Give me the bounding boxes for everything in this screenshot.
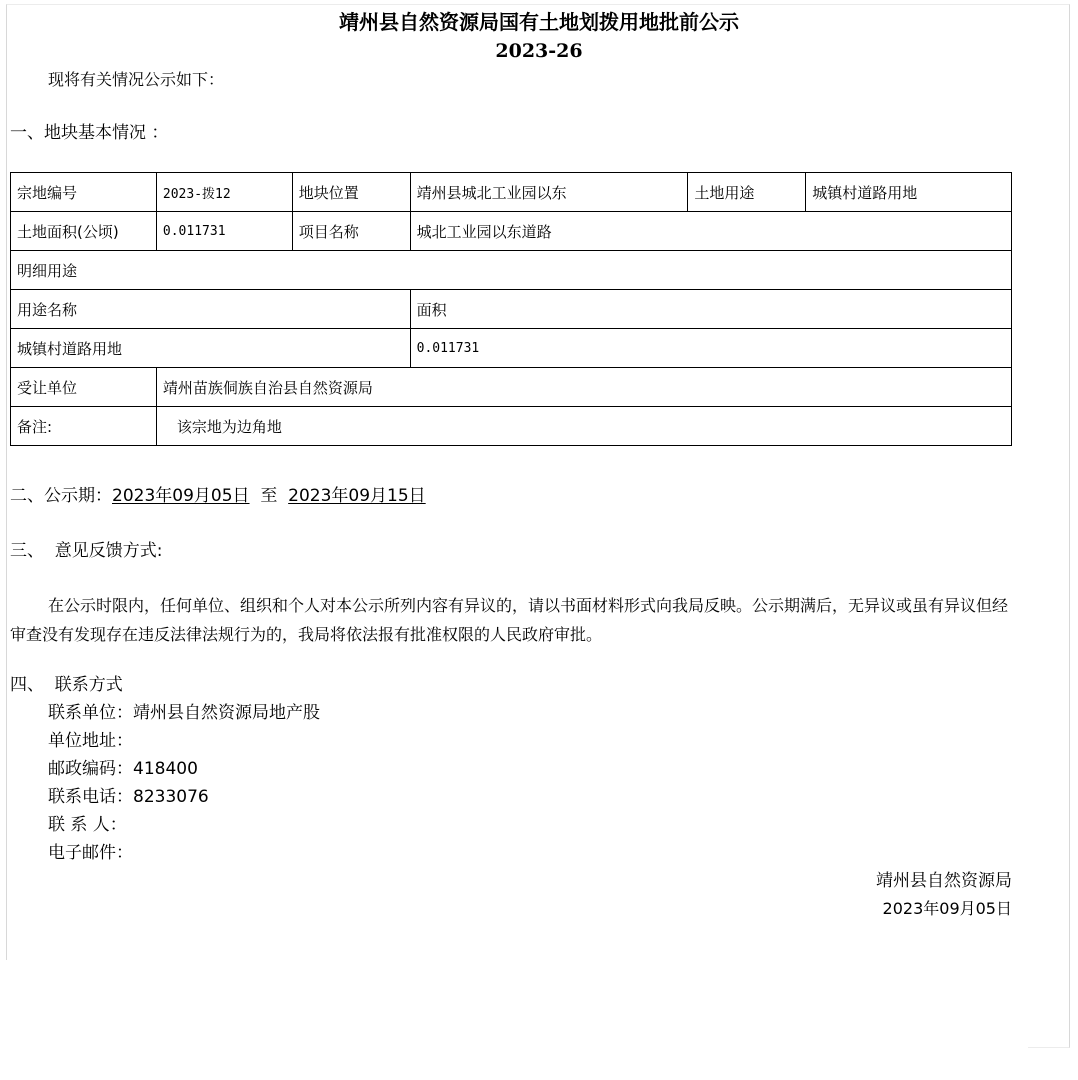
detail-area-value: 0.011731: [410, 329, 1011, 368]
location-label: 地块位置: [292, 173, 410, 212]
grantee-label: 受让单位: [11, 368, 157, 407]
contact-email: 电子邮件：: [48, 843, 133, 863]
grantee-value: 靖州苗族侗族自治县自然资源局: [156, 368, 1011, 407]
page-edge: [1028, 956, 1070, 1048]
detail-name-value: 城镇村道路用地: [11, 329, 411, 368]
table-row: [11, 368, 1012, 407]
contact-phone: 联系电话：8233076: [48, 787, 209, 807]
parcel-no-value: 2023-拨12: [156, 173, 292, 212]
parcel-no-label: 宗地编号: [11, 173, 157, 212]
intro-text: 现将有关情况公示如下：: [48, 70, 225, 89]
project-value: 城北工业园以东道路: [410, 212, 1011, 251]
section1-heading: 一、地块基本情况 ：: [10, 123, 169, 143]
table-row: [11, 329, 1012, 368]
table-row: [11, 251, 1012, 290]
section4-heading: 四、 联系方式: [10, 675, 123, 695]
contact-unit: 联系单位：靖州县自然资源局地产股: [48, 703, 320, 723]
page-title: 靖州县自然资源局国有土地划拨用地批前公示: [339, 10, 739, 34]
signature-org: 靖州县自然资源局: [876, 871, 1012, 891]
contact-address: 单位地址：: [48, 731, 133, 751]
detail-area-header: 面积: [410, 290, 1011, 329]
use-value: 城镇村道路用地: [806, 173, 1012, 212]
contact-postcode: 邮政编码：418400: [48, 759, 198, 779]
table-row: [11, 212, 1012, 251]
remark-value: 该宗地为边角地: [156, 407, 1011, 446]
area-label: 土地面积(公顷): [11, 212, 157, 251]
contact-person: 联 系 人：: [48, 815, 127, 835]
detail-name-header: 用途名称: [11, 290, 411, 329]
use-label: 土地用途: [688, 173, 806, 212]
area-value: 0.011731: [156, 212, 292, 251]
project-label: 项目名称: [292, 212, 410, 251]
location-value: 靖州县城北工业园以东: [410, 173, 688, 212]
period-start: 2023年09月05日: [112, 486, 250, 506]
notice-number: 2023-26: [495, 40, 583, 62]
period-to: 至: [260, 486, 278, 506]
remark-label: 备注:: [11, 407, 157, 446]
section3-heading: 三、 意见反馈方式:: [10, 541, 163, 561]
table-row: [11, 407, 1012, 446]
section2-heading: 二、公示期：: [10, 486, 112, 506]
feedback-paragraph: 在公示时限内，任何单位、组织和个人对本公示所列内容有异议的，请以书面材料形式向我局反映。公示期满后，无异议或虽有异议但经审查没有发现存在违反法律法规行为的，我局将依法报有批准权限的人民政府审批。: [10, 596, 1009, 644]
period-end: 2023年09月15日: [288, 486, 426, 506]
table-row: [11, 290, 1012, 329]
parcel-table: [10, 172, 1012, 446]
table-row: [11, 173, 1012, 212]
signature-date: 2023年09月05日: [882, 899, 1012, 918]
document-page: [6, 4, 1070, 960]
section2: [10, 484, 426, 508]
detail-label: 明细用途: [11, 251, 1012, 290]
